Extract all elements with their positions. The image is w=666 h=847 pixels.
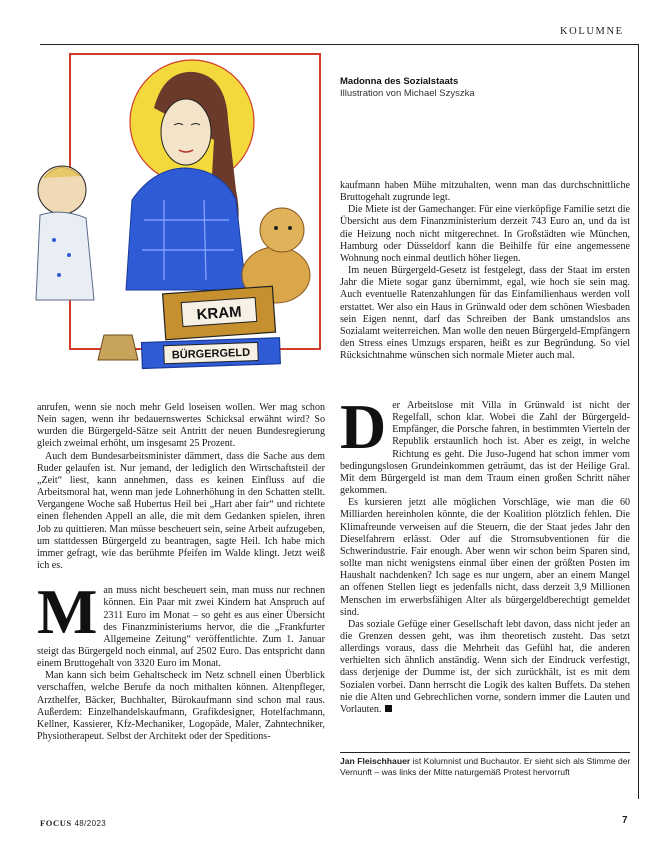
boot — [98, 335, 138, 360]
bio-rule — [340, 752, 630, 753]
caption-title: Madonna des Sozialstaats — [340, 76, 459, 87]
magazine-brand: FOCUS — [40, 818, 72, 828]
author-bio-text: ist Kolumnist und Buchautor. Er sieht sich als Stimme der Vernunft – was links der Mitte naturgemäß Protest hervorruft — [340, 756, 631, 777]
top-rule — [40, 44, 638, 45]
closing-paragraph-text: Das soziale Gefüge einer Gesellschaft lebt davon, dass nicht jeder an die Grenzen dessen geht, was ihm theoretisch zusteht. Das setzt allerdings voraus, dass die Mehrheit das Gefühl hat, die anderen verhielten sich ähnlich anständig. Wenn sich der Eindruck verfestigt, dass derjenige der Dumme ist, der sich zurückhält, ist es mit dem Sozialen vorbei. Dann herrscht die Logik des kalten Buffets. Da stehen nie die Alten und Gebrechlichen vorne, sondern immer die Lauten und Vorlauten. — [340, 618, 630, 715]
article-paragraph: Die Miete ist der Gamechanger. Für eine vierköpfige Familie setzt die Übersicht aus dem Finanzministerium derzeit 743 Euro an, und da ist die Heizung noch nicht mitgerechnet. In Großstädten wie München, Hamburg oder Düsseldorf kann die Beihilfe für eine angemessene Wohnung noch einmal deutlich höher liegen. — [340, 204, 630, 264]
dropcap-paragraph-text: an muss nicht bescheuert sein, man muss nur rechnen können. Ein Paar mit zwei Kindern hat Anspruch auf 2311 Euro im Monat – so geht es aus einer Übersicht des Finanzministeriums hervor, die die „Frankfurter Allgemeine Zeitung“ veröffentlichte. Zum 1. Januar steigt das Bürgergeld noch einmal, auf 2502 Euro. Das entspricht dann einem Bruttogehalt von 3320 Euro im Monat. — [37, 585, 325, 670]
issue-number: 48/2023 — [74, 819, 107, 828]
article-column-right-bottom — [340, 391, 630, 716]
dropcap-m: M — [37, 576, 98, 648]
footer-issue — [40, 818, 106, 828]
article-column-right-top — [340, 180, 630, 362]
article-paragraph: kaufmann haben Mühe mitzuhalten, wenn man das durchschnittliche Bruttogehalt zugrunde legt. — [340, 180, 630, 204]
page-number: 7 — [622, 815, 628, 826]
dropcap-d: D — [340, 391, 387, 462]
article-column-left — [37, 402, 325, 743]
buergergeld-box-label: BÜRGERGELD — [171, 346, 251, 362]
article-paragraph — [340, 619, 630, 716]
article-illustration — [14, 50, 334, 370]
author-bio — [340, 756, 632, 778]
article-paragraph: Auch dem Bundesarbeitsminister dämmert, dass die Sache aus dem Ruder gelaufen ist. Nur jemand, der lediglich den Wirtschaftsteil der „Zeit“ liest, kann annehmen, dass es keinen Einfluss auf die Arbeitsmoral hat, wenn man jede Lohnerhöhung in den Schatten stellt. Vergangene Woche saß Hubertus Heil bei „Hart aber fair“ und richtete einen flehenden Appell an alle, die mit dem Gedanken spielen, ihren Job zu quittieren. Man müsse bescheuert sein, seine Arbeit aufzugeben, um stattdessen Bürgergeld zu beantragen, sagte Heil. Ich habe mich immer gefragt, wie das berühmte Pfeifen im Walde klingt. Jetzt weiß ich es. — [37, 450, 325, 572]
kram-box — [163, 286, 276, 340]
article-paragraph: Es kursieren jetzt alle möglichen Vorschläge, wie man die 60 Milliarden hereinholen könnte, die der Koalition plötzlich fehlen. Die Klimafreunde verweisen auf die Steuern, die der Staat jedes Jahr den Dieselfahrern erlässt. Oder auf die Stromsubventionen für die Schwerindustrie. Fair enough. Aber wenn wir schon beim Sparen sind, sollte man nicht wenigstens einmal über einen der größten Posten im Haushalt nachdenken? Ich sage es nur ungern, aber an einem Mangel an offenen Stellen liegt es jedenfalls nicht, dass derzeit 3,9 Millionen Menschen im erwerbsfähigen Alter als bürgergeldberechtigt gemeldet sind. — [340, 497, 630, 618]
end-of-article-mark — [385, 705, 392, 712]
woman-face — [161, 99, 211, 165]
image-caption — [340, 76, 630, 99]
author-name: Jan Fleischhauer — [340, 756, 411, 766]
article-paragraph-dropcap — [340, 391, 630, 497]
buergergeld-box — [142, 338, 281, 369]
dropcap-paragraph-text: er Arbeitslose mit Villa in Grünwald ist nicht der Regelfall, schon klar. Wobei die Zahl der Bürgergeld-Empfänger, die Porsche fahren, in bestimmten Vierteln der Republik erstaunlich hoch ist. Aber es zeigt, in welche Richtung es geht. Die Juso-Jugend hat schon immer vom bedingungslosen Grundeinkommen geträumt, das ist der Heilige Gral. Mit dem Bürgergeld ist man dem Traum einen großen Schritt näher gekommen. — [340, 400, 630, 497]
right-rule — [638, 44, 639, 799]
article-paragraph: Man kann sich beim Gehaltscheck im Netz schnell einen Überblick verschaffen, welche Berufe da noch mithalten können. Altenpfleger, Arzthelfer, Bäcker, Buchhalter, Bürokaufmann sind schon mal raus. Außerdem: Einzelhandelskaufmann, Grafikdesigner, Hotelfachmann, Kellner, Kassierer, Kfz-Mechaniker, Logopäde, Maler, Zahntechniker, Physiotherapeut. Selbst der Architekt oder der Speditions- — [37, 670, 325, 743]
caption-credit: Illustration von Michael Szyszka — [340, 88, 475, 99]
article-paragraph: Im neuen Bürgergeld-Gesetz ist festgelegt, dass der Staat im ersten Jahr die Miete sogar ganz übernimmt, egal, wie hoch sie sein mag. Auch eventuelle Ratenzahlungen für das Einfamilienhaus werden voll erstattet. Wer also ein Haus in Grünwald oder dem schönen Wiesbaden sein Eigen nennt, darf das Schreiben der Bank umstandslos ans Sozialamt weiterreichen. Man wolle den neuen Bürgergeld-Empfängern den Stress eines Umzugs ersparen, heißt es zur Begründung. So viel Rücksichtnahme wünschen sich normale Mieter auch mal. — [340, 265, 630, 362]
dog-head — [260, 208, 304, 252]
article-paragraph-dropcap — [37, 576, 325, 670]
child-body — [36, 212, 94, 300]
kram-box-label: KRAM — [196, 303, 243, 324]
article-paragraph: anrufen, wenn sie noch mehr Geld loseisen wollen. Wer mag schon Nein sagen, wenn ihr bedauernswertes Schicksal erwähnt wird? So wurden die Bürgergeld-Sätze seit Antritt der neuen Bundesregierung gleich zweimal erhöht, um insgesamt 25 Prozent. — [37, 402, 325, 450]
section-label: KOLUMNE — [560, 26, 624, 37]
